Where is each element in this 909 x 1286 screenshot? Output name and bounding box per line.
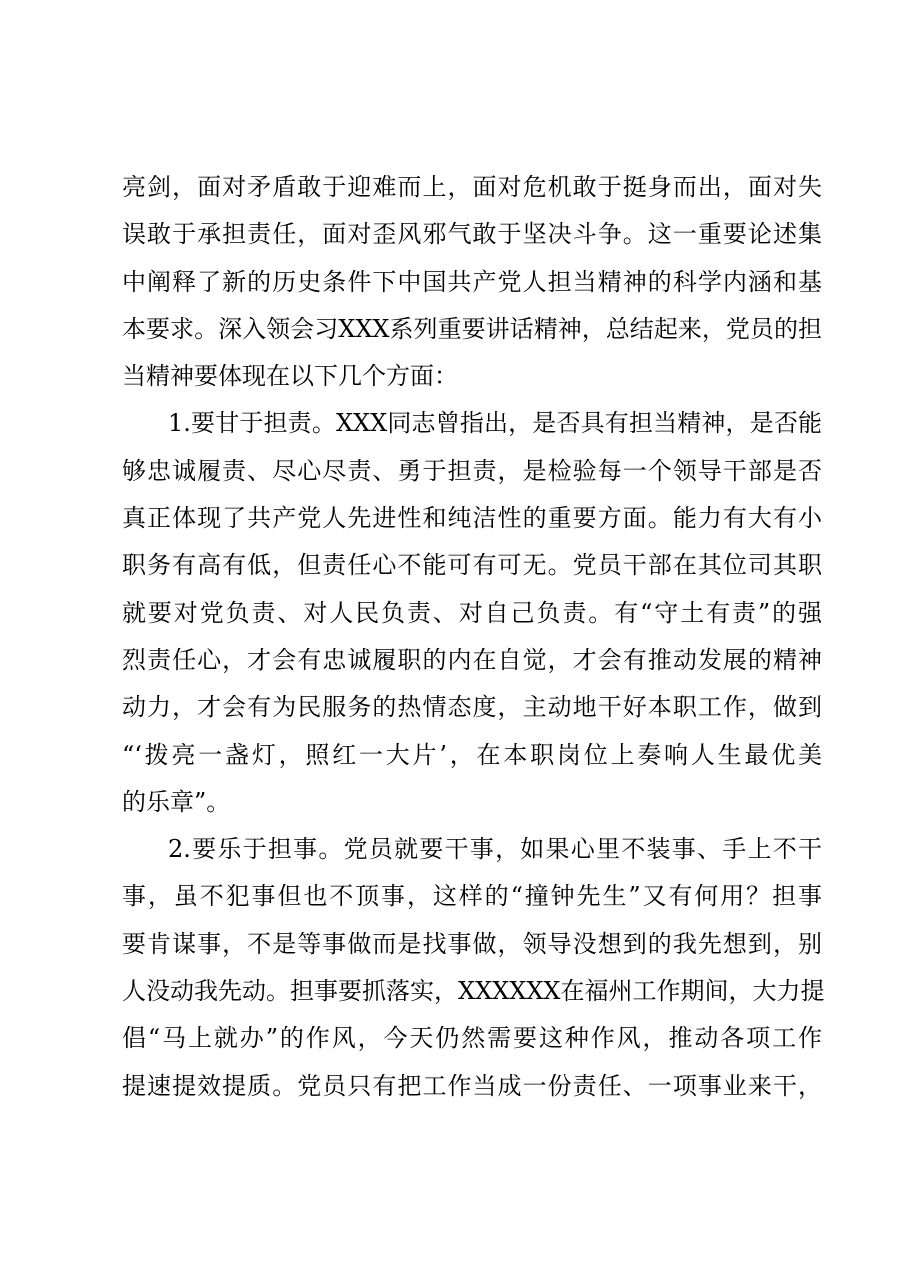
section-heading-line: 2.要乐于担事。党员就要干事，如果心里不装事、手上不干 <box>168 835 822 864</box>
text-line: 亮剑，面对矛盾敢于迎难而上，面对危机敢于挺身而出，面对失 <box>122 173 822 201</box>
text-line: 烈责任心，才会有忠诚履职的内在自觉，才会有推动发展的精神 <box>122 645 822 674</box>
text-line: 够忠诚履责、尽心尽责、勇于担责，是检验每一个领导干部是否 <box>122 456 822 485</box>
text-line: 事，虽不犯事但也不顶事，这样的“撞钟先生”又有何用？担事 <box>122 882 822 911</box>
text-line: 当精神要体现在以下几个方面： <box>122 362 458 391</box>
section-heading-line: 1.要甘于担责。XXX同志曾指出，是否具有担当精神，是否能 <box>168 409 822 438</box>
text-line: 真正体现了共产党人先进性和纯洁性的重要方面。能力有大有小 <box>122 504 822 533</box>
text-line: 要肯谋事，不是等事做而是找事做，领导没想到的我先想到，别 <box>122 929 822 958</box>
text-line: 中阐释了新的历史条件下中国共产党人担当精神的科学内涵和基 <box>122 267 822 296</box>
text-line: 人没动我先动。担事要抓落实，XXXXXX在福州工作期间，大力提 <box>122 977 825 1006</box>
text-line: 本要求。深入领会习XXX系列重要讲话精神，总结起来，党员的担 <box>122 314 822 343</box>
text-line: 倡“马上就办”的作风，今天仍然需要这种作风，推动各项工作 <box>122 1024 822 1053</box>
text-line: 误敢于承担责任，面对歪风邪气敢于坚决斗争。这一重要论述集 <box>122 220 822 249</box>
text-line: 提速提效提质。党员只有把工作当成一份责任、一项事业来干， <box>122 1071 822 1100</box>
text-line: 职务有高有低，但责任心不能可有可无。党员干部在其位司其职 <box>122 551 822 580</box>
text-line: 就要对党负责、对人民负责、对自己负责。有“守土有责”的强 <box>122 598 822 627</box>
body-text <box>122 164 825 1110</box>
text-line: 的乐章”。 <box>122 787 231 816</box>
text-line: “‘拨亮一盏灯，照红一大片’，在本职岗位上奏响人生最优美 <box>122 740 822 769</box>
text-line: 动力，才会有为民服务的热情态度，主动地干好本职工作，做到 <box>122 693 822 722</box>
